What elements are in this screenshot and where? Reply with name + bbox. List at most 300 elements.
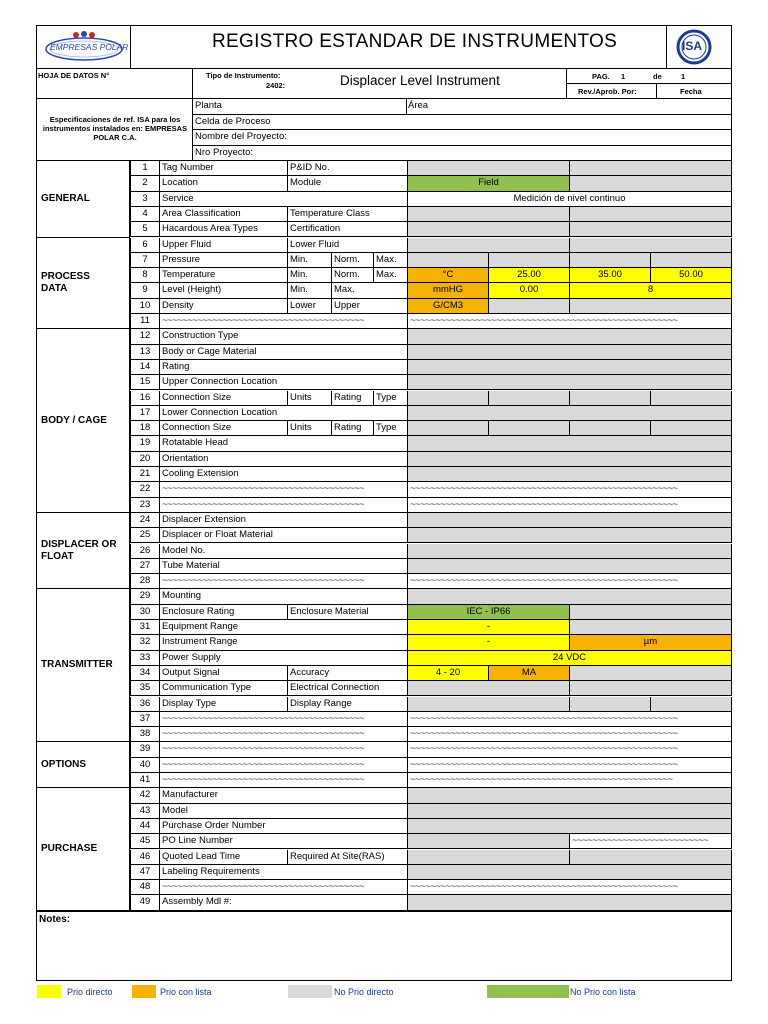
- table-cell: Output Signal: [160, 666, 288, 681]
- row-number: 30: [130, 605, 160, 620]
- value-field[interactable]: [408, 391, 489, 406]
- table-cell[interactable]: 8: [570, 283, 732, 298]
- table-cell: Max.: [332, 283, 408, 298]
- value-field[interactable]: [489, 391, 570, 406]
- value-field[interactable]: [408, 850, 570, 865]
- table-cell[interactable]: IEC - IP66: [408, 605, 570, 620]
- table-cell: Upper Fluid: [160, 238, 288, 253]
- row-number: 22: [130, 482, 160, 497]
- table-cell: Type: [374, 421, 408, 436]
- row-number: 41: [130, 773, 160, 788]
- table-row: [36, 788, 732, 803]
- table-cell: Equipment Range: [160, 620, 408, 635]
- table-cell: Manufacturer: [160, 788, 408, 803]
- value-field[interactable]: [408, 207, 570, 222]
- row-number: 26: [130, 544, 160, 559]
- section-label: GENERAL: [36, 161, 130, 238]
- table-cell: Lower Fluid: [288, 238, 408, 253]
- table-cell[interactable]: -: [408, 635, 570, 650]
- table-cell: Upper: [332, 299, 408, 314]
- table-row: [36, 452, 732, 467]
- table-row: [36, 268, 732, 283]
- table-cell: Max.: [374, 268, 408, 283]
- table-cell: Units: [288, 391, 332, 406]
- table-row: [36, 850, 732, 865]
- table-cell: Area Classification: [160, 207, 288, 222]
- row-number: 18: [130, 421, 160, 436]
- tipo-label: Tipo de Instrumento:: [206, 71, 281, 80]
- value-field[interactable]: [570, 391, 651, 406]
- table-row: [36, 329, 732, 344]
- row-number: 16: [130, 391, 160, 406]
- table-row: [36, 253, 732, 268]
- celda-field: Celda de Proceso: [195, 116, 271, 127]
- pag-number: 1: [621, 72, 626, 81]
- area-field: Área: [408, 100, 429, 111]
- table-row: [36, 742, 732, 757]
- value-field[interactable]: [570, 176, 732, 191]
- table-cell: Instrument Range: [160, 635, 408, 650]
- table-cell[interactable]: °C: [408, 268, 489, 283]
- table-cell: Construction Type: [160, 329, 408, 344]
- row-number: 46: [130, 850, 160, 865]
- table-row: [36, 222, 732, 237]
- table-cell: ~~~~~~~~~~~~~~~~~~~~~~~~~~~~~~~~~~~~~~~~~~~~~~~~~~~~~: [408, 727, 732, 742]
- value-field[interactable]: [570, 421, 651, 436]
- de-number: 1: [681, 72, 686, 81]
- table-cell: Pressure: [160, 253, 288, 268]
- table-row: [36, 865, 732, 880]
- value-field[interactable]: [570, 681, 732, 696]
- value-field[interactable]: [408, 697, 570, 712]
- value-field[interactable]: [408, 819, 732, 834]
- row-number: 34: [130, 666, 160, 681]
- value-field[interactable]: [570, 161, 732, 176]
- row-number: 31: [130, 620, 160, 635]
- notes-box: [36, 911, 732, 981]
- table-cell: ~~~~~~~~~~~~~~~~~~~~~~~~~~~~~~~~~~~~~~~~: [160, 498, 408, 513]
- table-cell: Temperature Class: [288, 207, 408, 222]
- row-number: 39: [130, 742, 160, 757]
- table-cell: Norm.: [332, 268, 374, 283]
- row-number: 19: [130, 436, 160, 451]
- row-number: 47: [130, 865, 160, 880]
- table-cell: Electrical Connection: [288, 681, 408, 696]
- table-cell: Quoted Lead Time: [160, 850, 288, 865]
- table-cell: Display Type: [160, 697, 288, 712]
- row-number: 11: [130, 314, 160, 329]
- value-field[interactable]: [408, 329, 732, 344]
- table-cell: Connection Size: [160, 391, 288, 406]
- nro-proyecto-field: Nro Proyecto:: [195, 147, 254, 158]
- value-field[interactable]: [651, 421, 732, 436]
- row-number: 40: [130, 758, 160, 773]
- table-row: [36, 498, 732, 513]
- value-field[interactable]: [408, 253, 489, 268]
- table-cell[interactable]: -: [408, 620, 570, 635]
- row-number: 3: [130, 192, 160, 207]
- table-cell: Accuracy: [288, 666, 408, 681]
- instrument-type: Displacer Level Instrument: [340, 73, 500, 88]
- proyecto-field: Nombre del Proyecto:: [195, 131, 287, 142]
- table-cell[interactable]: 0.00: [489, 283, 570, 298]
- table-cell: Displacer Extension: [160, 513, 408, 528]
- legend-swatch: [288, 985, 332, 998]
- value-field[interactable]: [408, 375, 732, 390]
- value-field[interactable]: [408, 589, 732, 604]
- row-number: 32: [130, 635, 160, 650]
- table-cell: Cooling Extension: [160, 467, 408, 482]
- row-number: 10: [130, 299, 160, 314]
- notes-label: Notes:: [39, 913, 71, 925]
- table-row: [36, 758, 732, 773]
- row-number: 4: [130, 207, 160, 222]
- isa-logo: [676, 29, 712, 65]
- value-field[interactable]: [408, 360, 732, 375]
- legend-label: No Prio con lista: [570, 987, 636, 997]
- table-cell: Rating: [332, 421, 374, 436]
- row-number: 7: [130, 253, 160, 268]
- table-row: [36, 375, 732, 390]
- table-cell: ~~~~~~~~~~~~~~~~~~~~~~~~~~~: [570, 834, 732, 849]
- table-row: [36, 895, 732, 910]
- value-field[interactable]: [408, 222, 570, 237]
- divider: [130, 25, 131, 69]
- table-row: [36, 283, 732, 298]
- table-cell: Mounting: [160, 589, 408, 604]
- company-name: EMPRESAS POLAR: [50, 42, 129, 52]
- table-cell[interactable]: MA: [489, 666, 570, 681]
- row-number: 23: [130, 498, 160, 513]
- table-cell: Display Range: [288, 697, 408, 712]
- table-row: [36, 299, 732, 314]
- table-row: [36, 528, 732, 543]
- value-field[interactable]: [570, 222, 732, 237]
- value-field[interactable]: [408, 834, 570, 849]
- table-cell: Model No.: [160, 544, 408, 559]
- legend-swatch: [37, 985, 61, 998]
- table-cell: Assembly Mdl #:: [160, 895, 408, 910]
- table-cell: ~~~~~~~~~~~~~~~~~~~~~~~~~~~~~~~~~~~~~~~~: [160, 742, 408, 757]
- table-cell: Max.: [374, 253, 408, 268]
- value-field[interactable]: [408, 345, 732, 360]
- table-cell: Purchase Order Number: [160, 819, 408, 834]
- value-field[interactable]: [408, 681, 570, 696]
- table-cell: Units: [288, 421, 332, 436]
- value-field[interactable]: [570, 238, 732, 253]
- divider: [666, 25, 667, 69]
- legend-swatch: [487, 985, 569, 998]
- row-number: 28: [130, 574, 160, 589]
- table-row: [36, 559, 732, 574]
- table-cell: Model: [160, 804, 408, 819]
- section-label: PURCHASE: [36, 788, 130, 910]
- row-number: 48: [130, 880, 160, 895]
- table-row: [36, 360, 732, 375]
- value-field[interactable]: [408, 804, 732, 819]
- value-field[interactable]: [408, 513, 732, 528]
- row-number: 6: [130, 238, 160, 253]
- row-number: 12: [130, 329, 160, 344]
- value-field[interactable]: [570, 253, 651, 268]
- value-field[interactable]: [651, 391, 732, 406]
- table-cell: ~~~~~~~~~~~~~~~~~~~~~~~~~~~~~~~~~~~~~~~~: [160, 773, 408, 788]
- table-cell: ~~~~~~~~~~~~~~~~~~~~~~~~~~~~~~~~~~~~~~~~: [160, 712, 408, 727]
- table-cell: Location: [160, 176, 288, 191]
- table-cell[interactable]: G/CM3: [408, 299, 489, 314]
- row-number: 37: [130, 712, 160, 727]
- section-label: OPTIONS: [36, 742, 130, 788]
- table-cell: Min.: [288, 283, 332, 298]
- table-row: [36, 635, 732, 650]
- table-cell: Displacer or Float Material: [160, 528, 408, 543]
- table-cell: Rating: [160, 360, 408, 375]
- row-number: 24: [130, 513, 160, 528]
- table-row: [36, 345, 732, 360]
- table-row: [36, 161, 732, 176]
- legend-label: No Prio directo: [334, 987, 394, 997]
- table-cell: ~~~~~~~~~~~~~~~~~~~~~~~~~~~~~~~~~~~~~~~~: [160, 482, 408, 497]
- value-field[interactable]: [408, 406, 732, 421]
- table-cell: Labeling Requirements: [160, 865, 408, 880]
- empresas-polar-logo: [42, 27, 129, 67]
- row-number: 42: [130, 788, 160, 803]
- hoja-label: HOJA DE DATOS N°: [38, 71, 110, 80]
- table-cell: Connection Size: [160, 421, 288, 436]
- table-cell: ~~~~~~~~~~~~~~~~~~~~~~~~~~~~~~~~~~~~~~~~~~~~~~~~~~~~~: [408, 574, 732, 589]
- value-field[interactable]: [408, 544, 732, 559]
- table-cell: ~~~~~~~~~~~~~~~~~~~~~~~~~~~~~~~~~~~~~~~~: [160, 314, 408, 329]
- table-row: [36, 314, 732, 329]
- table-cell: Certification: [288, 222, 408, 237]
- value-field[interactable]: [489, 299, 570, 314]
- row-number: 27: [130, 559, 160, 574]
- rev-label: Rev./Aprob. Por:: [578, 87, 637, 96]
- table-cell: Communication Type: [160, 681, 288, 696]
- planta-field: Planta: [195, 100, 222, 111]
- table-row: [36, 192, 732, 207]
- divider: [192, 114, 732, 115]
- table-row: [36, 406, 732, 421]
- table-row: [36, 773, 732, 788]
- value-field[interactable]: [408, 238, 570, 253]
- legend-label: Prio directo: [67, 987, 113, 997]
- table-row: [36, 513, 732, 528]
- table-cell[interactable]: 35.00: [570, 268, 651, 283]
- section-label: TRANSMITTER: [36, 589, 130, 742]
- table-row: [36, 697, 732, 712]
- datasheet: [36, 25, 732, 979]
- value-field[interactable]: [408, 436, 732, 451]
- row-number: 17: [130, 406, 160, 421]
- table-cell: Rating: [332, 391, 374, 406]
- value-field[interactable]: [408, 528, 732, 543]
- value-field[interactable]: [651, 697, 732, 712]
- de-label: de: [653, 72, 662, 81]
- table-row: [36, 880, 732, 895]
- table-cell: ~~~~~~~~~~~~~~~~~~~~~~~~~~~~~~~~~~~~~~~~: [160, 880, 408, 895]
- table-cell[interactable]: 50.00: [651, 268, 732, 283]
- row-number: 43: [130, 804, 160, 819]
- table-cell: ~~~~~~~~~~~~~~~~~~~~~~~~~~~~~~~~~~~~~~~~~~~~~~~~~~~~~: [408, 314, 732, 329]
- table-cell: Type: [374, 391, 408, 406]
- value-field[interactable]: [408, 452, 732, 467]
- table-cell: ~~~~~~~~~~~~~~~~~~~~~~~~~~~~~~~~~~~~~~~~: [160, 758, 408, 773]
- table-cell[interactable]: 4 - 20: [408, 666, 489, 681]
- table-row: [36, 605, 732, 620]
- table-cell: Power Supply: [160, 651, 408, 666]
- value-field[interactable]: [408, 161, 570, 176]
- table-cell: Min.: [288, 253, 332, 268]
- value-field[interactable]: [408, 467, 732, 482]
- table-cell: Hacardous Area Types: [160, 222, 288, 237]
- table-cell: Tube Material: [160, 559, 408, 574]
- legend-label: Prio con lista: [160, 987, 212, 997]
- table-cell: Rotatable Head: [160, 436, 408, 451]
- row-number: 33: [130, 651, 160, 666]
- table-cell: Norm.: [332, 253, 374, 268]
- table-cell: ~~~~~~~~~~~~~~~~~~~~~~~~~~~~~~~~~~~~~~~~~~~~~~~~~~~~~: [408, 758, 732, 773]
- row-number: 35: [130, 681, 160, 696]
- row-number: 36: [130, 697, 160, 712]
- value-field[interactable]: [570, 207, 732, 222]
- divider: [656, 83, 657, 99]
- table-cell: Enclosure Material: [288, 605, 408, 620]
- fecha-label: Fecha: [680, 87, 702, 96]
- table-cell: PO Line Number: [160, 834, 408, 849]
- table-row: [36, 544, 732, 559]
- table-cell: Temperature: [160, 268, 288, 283]
- row-number: 38: [130, 727, 160, 742]
- table-cell[interactable]: mmHG: [408, 283, 489, 298]
- table-cell: Orientation: [160, 452, 408, 467]
- pag-label: PAG.: [592, 72, 610, 81]
- table-row: [36, 391, 732, 406]
- isa-logo-text: ISA: [682, 39, 703, 53]
- table-row: [36, 819, 732, 834]
- table-row: [36, 834, 732, 849]
- row-number: 44: [130, 819, 160, 834]
- table-row: [36, 482, 732, 497]
- table-cell: Tag Number: [160, 161, 288, 176]
- table-row: [36, 589, 732, 604]
- legend-swatch: [132, 985, 156, 998]
- tipo-code: 2402:: [266, 81, 286, 90]
- table-row: [36, 727, 732, 742]
- table-cell: Enclosure Rating: [160, 605, 288, 620]
- value-field[interactable]: [489, 253, 570, 268]
- table-row: [36, 804, 732, 819]
- row-number: 21: [130, 467, 160, 482]
- table-row: [36, 238, 732, 253]
- table-cell: Required At Site(RAS): [288, 850, 408, 865]
- row-number: 15: [130, 375, 160, 390]
- table-cell: Upper Connection Location: [160, 375, 408, 390]
- table-cell: ~~~~~~~~~~~~~~~~~~~~~~~~~~~~~~~~~~~~~~~~~~~~~~~~~~~~~: [408, 482, 732, 497]
- table-cell: P&ID No.: [288, 161, 408, 176]
- row-number: 25: [130, 528, 160, 543]
- table-cell[interactable]: 25.00: [489, 268, 570, 283]
- row-number: 20: [130, 452, 160, 467]
- table-cell: ~~~~~~~~~~~~~~~~~~~~~~~~~~~~~~~~~~~~~~~~~~~~~~~~~~~~~: [408, 712, 732, 727]
- spec-text: Especificaciones de ref. ISA para los instrumentos instalados en: EMPRESAS POLAR C.A.: [42, 115, 188, 142]
- table-cell: ~~~~~~~~~~~~~~~~~~~~~~~~~~~~~~~~~~~~~~~~: [160, 574, 408, 589]
- row-number: 2: [130, 176, 160, 191]
- table-row: [36, 176, 732, 191]
- table-cell: Lower: [288, 299, 332, 314]
- section-label: DISPLACER OR FLOAT: [36, 513, 130, 590]
- table-row: [36, 574, 732, 589]
- table-cell: Service: [160, 192, 408, 207]
- table-cell: Min.: [288, 268, 332, 283]
- table-cell: Lower Connection Location: [160, 406, 408, 421]
- table-cell[interactable]: 24 VDC: [408, 651, 732, 666]
- row-number: 13: [130, 345, 160, 360]
- divider: [406, 98, 407, 114]
- value-field[interactable]: [570, 666, 732, 681]
- divider: [192, 68, 193, 99]
- table-row: [36, 436, 732, 451]
- value-field[interactable]: [408, 421, 489, 436]
- section-label: PROCESS DATA: [36, 238, 130, 330]
- table-cell: ~~~~~~~~~~~~~~~~~~~~~~~~~~~~~~~~~~~~~~~~~~~~~~~~~~~~~: [408, 880, 732, 895]
- row-number: 1: [130, 161, 160, 176]
- value-field[interactable]: [489, 421, 570, 436]
- row-number: 9: [130, 283, 160, 298]
- value-field[interactable]: [408, 559, 732, 574]
- value-field[interactable]: [408, 865, 732, 880]
- table-row: [36, 620, 732, 635]
- row-number: 14: [130, 360, 160, 375]
- row-number: 5: [130, 222, 160, 237]
- table-row: [36, 467, 732, 482]
- page-title: REGISTRO ESTANDAR DE INSTRUMENTOS: [212, 31, 618, 52]
- row-number: 45: [130, 834, 160, 849]
- value-field[interactable]: [651, 253, 732, 268]
- table-row: [36, 421, 732, 436]
- table-cell: Level (Height): [160, 283, 288, 298]
- row-number: 8: [130, 268, 160, 283]
- table-cell[interactable]: Field: [408, 176, 570, 191]
- table-row: [36, 651, 732, 666]
- table-cell: ~~~~~~~~~~~~~~~~~~~~~~~~~~~~~~~~~~~~~~~~~~~~~~~~~~~~~: [408, 498, 732, 513]
- table-row: [36, 207, 732, 222]
- section-label: BODY / CAGE: [36, 329, 130, 513]
- row-number: 29: [130, 589, 160, 604]
- table-cell: Density: [160, 299, 288, 314]
- table-row: [36, 681, 732, 696]
- value-field[interactable]: [570, 605, 732, 620]
- value-field[interactable]: [570, 697, 651, 712]
- table-row: [36, 712, 732, 727]
- table-cell: ~~~~~~~~~~~~~~~~~~~~~~~~~~~~~~~~~~~~~~~~~~~~~~~~~~~~~: [408, 742, 732, 757]
- value-field[interactable]: [570, 850, 732, 865]
- divider: [566, 83, 732, 84]
- row-number: 49: [130, 895, 160, 910]
- table-cell: Module: [288, 176, 408, 191]
- value-field[interactable]: [570, 620, 732, 635]
- table-cell: Medición de nivel continuo: [408, 192, 732, 207]
- value-field[interactable]: [570, 299, 732, 314]
- table-cell[interactable]: µm: [570, 635, 732, 650]
- table-cell: ~~~~~~~~~~~~~~~~~~~~~~~~~~~~~~~~~~~~~~~~~~~~~~~~~~~~: [408, 773, 732, 788]
- value-field[interactable]: [408, 788, 732, 803]
- table-cell: ~~~~~~~~~~~~~~~~~~~~~~~~~~~~~~~~~~~~~~~~: [160, 727, 408, 742]
- table-cell: Body or Cage Material: [160, 345, 408, 360]
- value-field[interactable]: [408, 895, 732, 910]
- divider: [192, 145, 732, 146]
- table-row: [36, 666, 732, 681]
